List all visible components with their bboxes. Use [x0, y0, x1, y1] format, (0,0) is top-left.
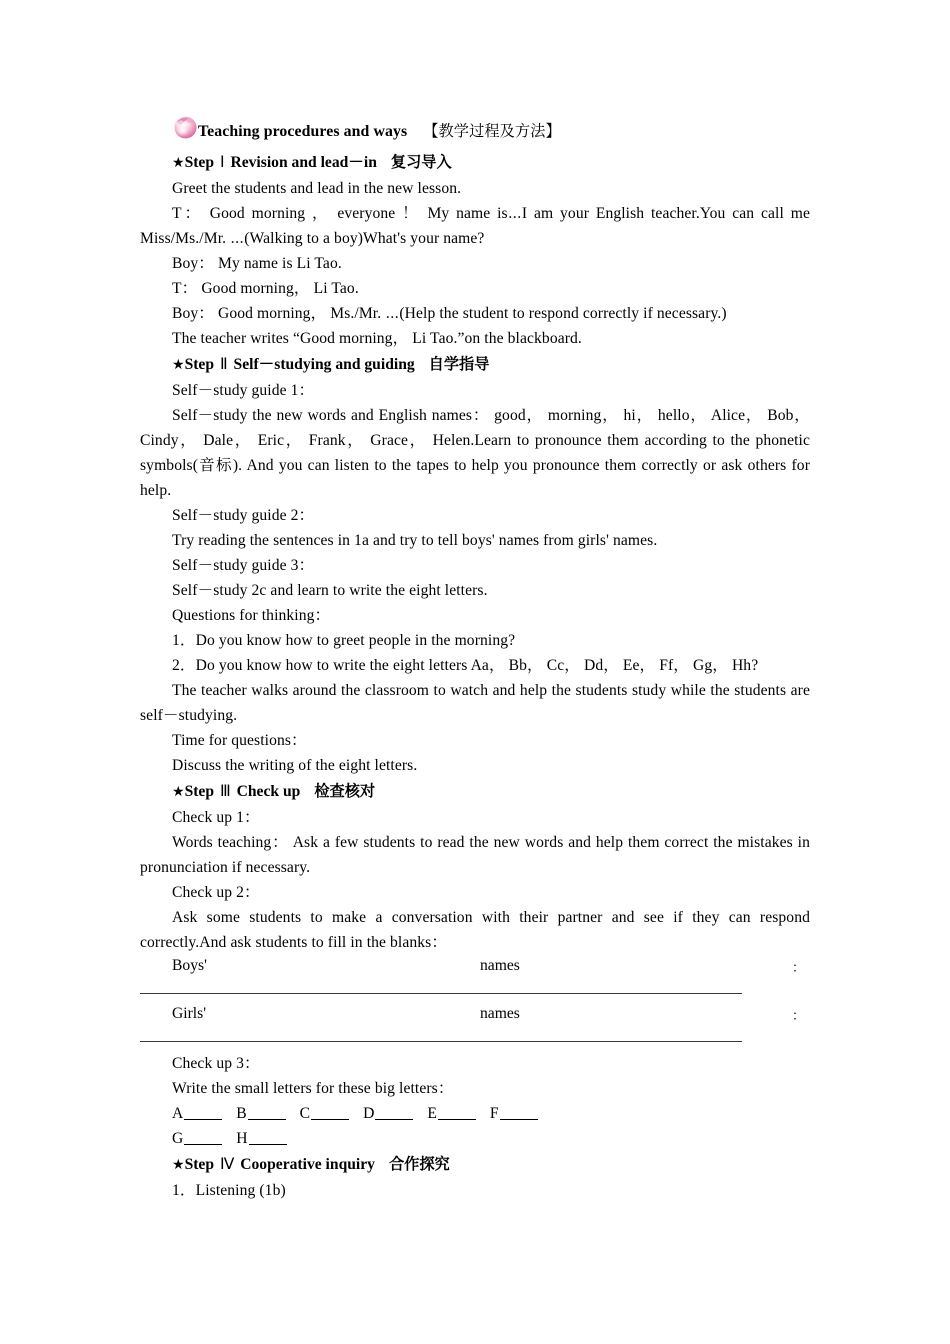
blank-H[interactable] [249, 1131, 287, 1145]
step-4-label: Step [184, 1156, 215, 1173]
letter-blanks-row-1[interactable] [140, 1101, 810, 1126]
step-4-title-en: Cooperative inquiry [240, 1156, 375, 1173]
teacher-line-1: T： Good morning ， everyone ！ My name is⋯I am your English teacher.You can call me Miss/Ms./Mr. ⋯(Walking to a boy)What's your name? [140, 205, 810, 247]
listening-line: 1．Listening (1b) [172, 1182, 286, 1199]
girls-names-underline[interactable] [140, 1041, 742, 1042]
blank-F[interactable] [500, 1106, 538, 1120]
blank-B[interactable] [248, 1106, 286, 1120]
step-2-title-cn: 自学指导 [428, 355, 490, 373]
boys-names-word: names [480, 957, 520, 974]
blank-D[interactable] [375, 1106, 413, 1120]
star-icon: ★ [172, 1157, 185, 1173]
page-title-english: Teaching procedures and ways [198, 123, 408, 140]
star-icon: ★ [172, 357, 185, 373]
blank-A[interactable] [184, 1106, 222, 1120]
teacher-walks-line: The teacher walks around the classroom to watch and help the students study while the students are self－studying. [140, 682, 810, 724]
pink-sphere-bullet-icon [173, 114, 199, 140]
step-2-numeral: Ⅱ [219, 355, 228, 373]
letter-D: D [363, 1105, 375, 1122]
step-2-title-en: Self－studying and guiding [233, 356, 415, 373]
blackboard-line: The teacher writes “Good morning， Li Tao.”on the blackboard. [172, 330, 582, 347]
boys-names-colon: ： [792, 961, 806, 976]
document-title-row [140, 118, 810, 148]
page-title-chinese: 【教学过程及方法】 [423, 122, 561, 140]
self-study-guide-2-label: Self－study guide 2： [172, 507, 315, 524]
letter-H: H [236, 1130, 248, 1147]
step-3-label: Step [184, 783, 215, 800]
star-icon: ★ [172, 784, 185, 800]
letter-F: F [489, 1105, 499, 1122]
step-3-heading [140, 778, 810, 805]
time-for-questions-label: Time for questions： [172, 732, 307, 749]
letter-G: G [172, 1130, 184, 1147]
letter-C: C [299, 1105, 311, 1122]
step-1-title-en: Revision and lead－in [230, 154, 377, 171]
step-4-heading [140, 1151, 810, 1178]
blank-E[interactable] [438, 1106, 476, 1120]
step-2-heading [140, 351, 810, 378]
page-title [198, 120, 561, 141]
girls-names-label: Girls' [172, 1005, 206, 1022]
boy-line-2: Boy： Good morning， Ms./Mr. ⋯(Help the student to respond correctly if necessary.) [172, 305, 727, 322]
self-study-guide-2-text: Try reading the sentences in 1a and try to tell boys' names from girls' names. [172, 532, 658, 549]
girls-names-colon: ： [792, 1009, 806, 1024]
step-2-label: Step [184, 356, 215, 373]
check-up-1-label: Check up 1： [172, 809, 260, 826]
letter-A: A [172, 1105, 184, 1122]
self-study-guide-1-label: Self－study guide 1： [172, 382, 315, 399]
step-1-title-cn: 复习导入 [390, 153, 452, 171]
check-up-2-text: Ask some students to make a conversation with their partner and see if they can respond correctly.And ask students to fill in the blanks： [140, 909, 810, 951]
teacher-line-2: T： Good morning， Li Tao. [172, 280, 359, 297]
boys-names-underline[interactable] [140, 993, 742, 994]
blank-C[interactable] [311, 1106, 349, 1120]
self-study-guide-3-label: Self－study guide 3： [172, 557, 315, 574]
step-1-heading [140, 149, 810, 176]
self-study-guide-1-text: Self－study the new words and English names： good， morning， hi， hello， Alice， Bob， Cindy， Dale， Eric， Frank， Grace， Helen.Learn to pronounce them according to the phonetic symbols(音标). And you can listen to the tapes to help you pronounce them correctly or ask others for help. [140, 407, 810, 499]
greet-line: Greet the students and lead in the new lesson. [172, 180, 462, 197]
blank-G[interactable] [184, 1131, 222, 1145]
check-up-3-label: Check up 3： [172, 1055, 260, 1072]
discuss-writing-line: Discuss the writing of the eight letters. [172, 757, 418, 774]
questions-for-thinking-label: Questions for thinking： [172, 607, 331, 624]
thinking-question-1: 1．Do you know how to greet people in the morning? [172, 632, 516, 649]
step-1-label: Step [184, 154, 215, 171]
girls-names-blank-row[interactable] [140, 1003, 810, 1051]
step-4-title-cn: 合作探究 [388, 1155, 450, 1173]
check-up-1-text: Words teaching： Ask a few students to read the new words and help them correct the mistakes in pronunciation if necessary. [140, 834, 810, 876]
check-up-3-text: Write the small letters for these big letters： [172, 1080, 454, 1097]
step-4-numeral: Ⅳ [219, 1155, 235, 1173]
thinking-question-2: 2．Do you know how to write the eight letters Aa， Bb， Cc， Dd， Ee， Ff， Gg， Hh? [172, 657, 759, 674]
check-up-2-label: Check up 2： [172, 884, 260, 901]
letter-E: E [427, 1105, 437, 1122]
letter-B: B [236, 1105, 247, 1122]
step-3-title-en: Check up [236, 783, 301, 800]
boys-names-blank-row[interactable] [140, 955, 810, 1003]
document-content [140, 118, 810, 1203]
step-3-title-cn: 检查核对 [314, 782, 376, 800]
step-3-numeral: Ⅲ [219, 782, 231, 800]
star-icon: ★ [172, 155, 185, 171]
girls-names-word: names [480, 1005, 520, 1022]
letter-blanks-row-2[interactable] [140, 1126, 810, 1151]
self-study-guide-3-text: Self－study 2c and learn to write the eight letters. [172, 582, 488, 599]
boys-names-label: Boys' [172, 957, 207, 974]
step-1-numeral: Ⅰ [219, 153, 225, 171]
boy-line-1: Boy： My name is Li Tao. [172, 255, 342, 272]
